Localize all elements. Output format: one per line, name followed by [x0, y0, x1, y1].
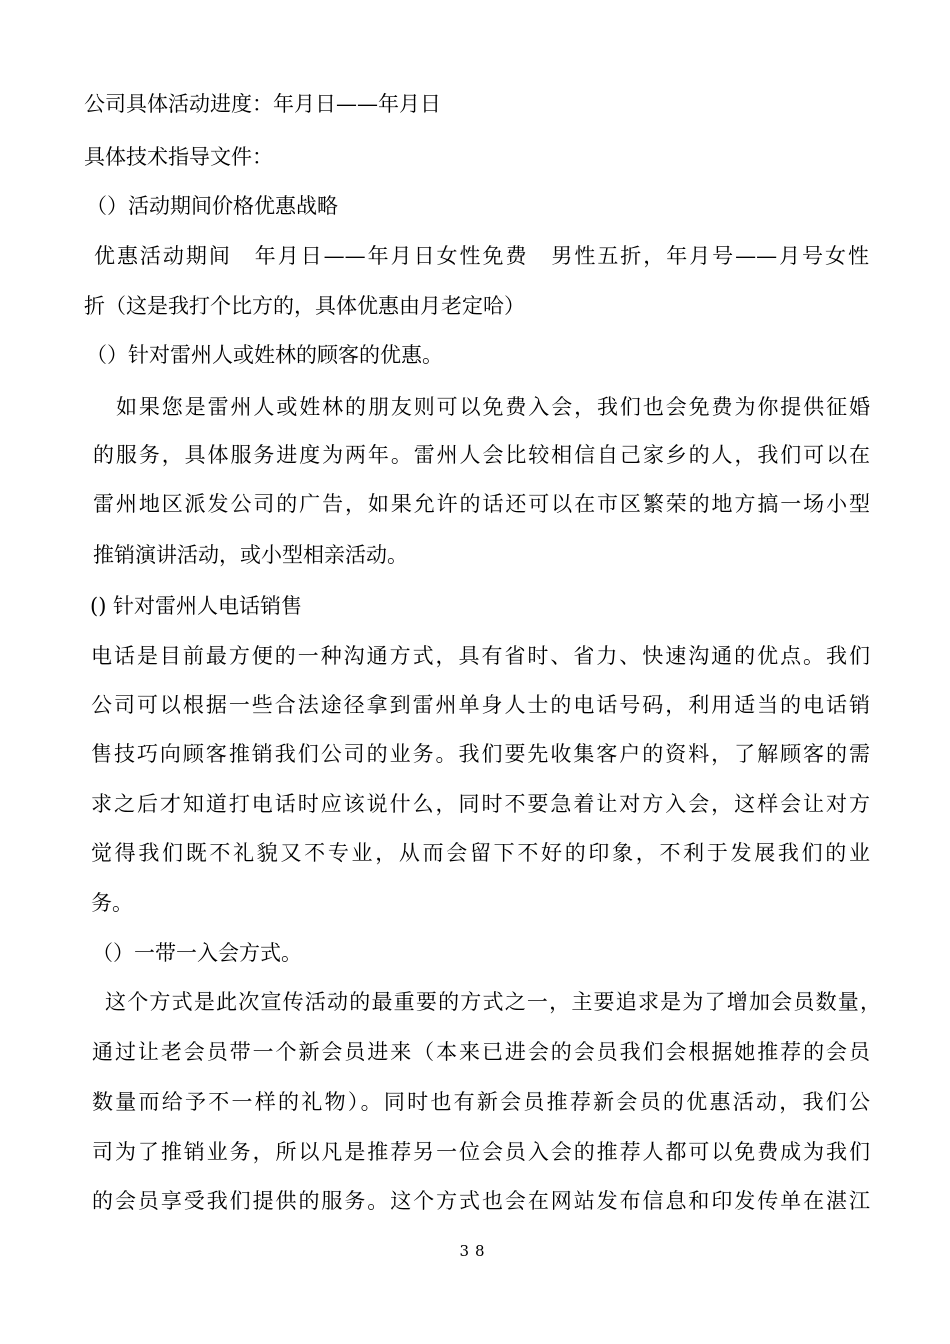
text-line: 雷州地区派发公司的广告，如果允许的话还可以在市区繁荣的地方搞一场小型	[93, 492, 870, 516]
section-heading: （）一带一入会方式。	[92, 941, 302, 965]
section-heading: () 针对雷州人电话销售	[90, 594, 303, 618]
text-line: 电话是目前最方便的一种沟通方式，具有省时、省力、快速沟通的优点。我们	[91, 644, 870, 668]
text-line: 求之后才知道打电话时应该说什么，同时不要急着让对方入会，这样会让对方	[91, 792, 870, 816]
text-line: 务。	[91, 891, 133, 915]
section-heading: （）针对雷州人或姓林的顾客的优惠。	[86, 343, 443, 367]
text-line: 这个方式是此次宣传活动的最重要的方式之一，主要追求是为了增加会员数量，	[105, 990, 881, 1014]
text-line: 数量而给予不一样的礼物）。同时也有新会员推荐新会员的优惠活动，我们公	[92, 1090, 870, 1114]
text-line: 推销演讲活动，或小型相亲活动。	[93, 543, 408, 567]
text-line: 售技巧向顾客推销我们公司的业务。我们要先收集客户的资料，了解顾客的需	[91, 742, 870, 766]
text-line: 觉得我们既不礼貌又不专业，从而会留下不好的印象，不利于发展我们的业	[91, 841, 870, 865]
text-line: 的服务，具体服务进度为两年。雷州人会比较相信自己家乡的人，我们可以在	[93, 443, 870, 467]
text-line: 公司可以根据一些合法途径拿到雷州单身人士的电话号码，利用适当的电话销	[91, 693, 870, 717]
text-line: 如果您是雷州人或姓林的朋友则可以免费入会，我们也会免费为你提供征婚	[116, 395, 870, 419]
text-line: 司为了推销业务，所以凡是推荐另一位会员入会的推荐人都可以免费成为我们	[92, 1140, 870, 1164]
text-line: 具体技术指导文件：	[84, 145, 273, 169]
text-line: 公司具体活动进度：年月日——年月日	[84, 92, 441, 116]
text-line: 优惠活动期间 年月日——年月日女性免费 男性五折，年月号——月号女性	[94, 244, 869, 268]
text-line: 折（这是我打个比方的，具体优惠由月老定哈）	[84, 294, 525, 318]
text-line: 通过让老会员带一个新会员进来（本来已进会的会员我们会根据她推荐的会员	[92, 1040, 870, 1064]
text-line: 的会员享受我们提供的服务。这个方式也会在网站发布信息和印发传单在湛江	[92, 1189, 870, 1213]
section-heading: （）活动期间价格优惠战略	[86, 194, 338, 218]
page-number: 38	[459, 1242, 491, 1260]
